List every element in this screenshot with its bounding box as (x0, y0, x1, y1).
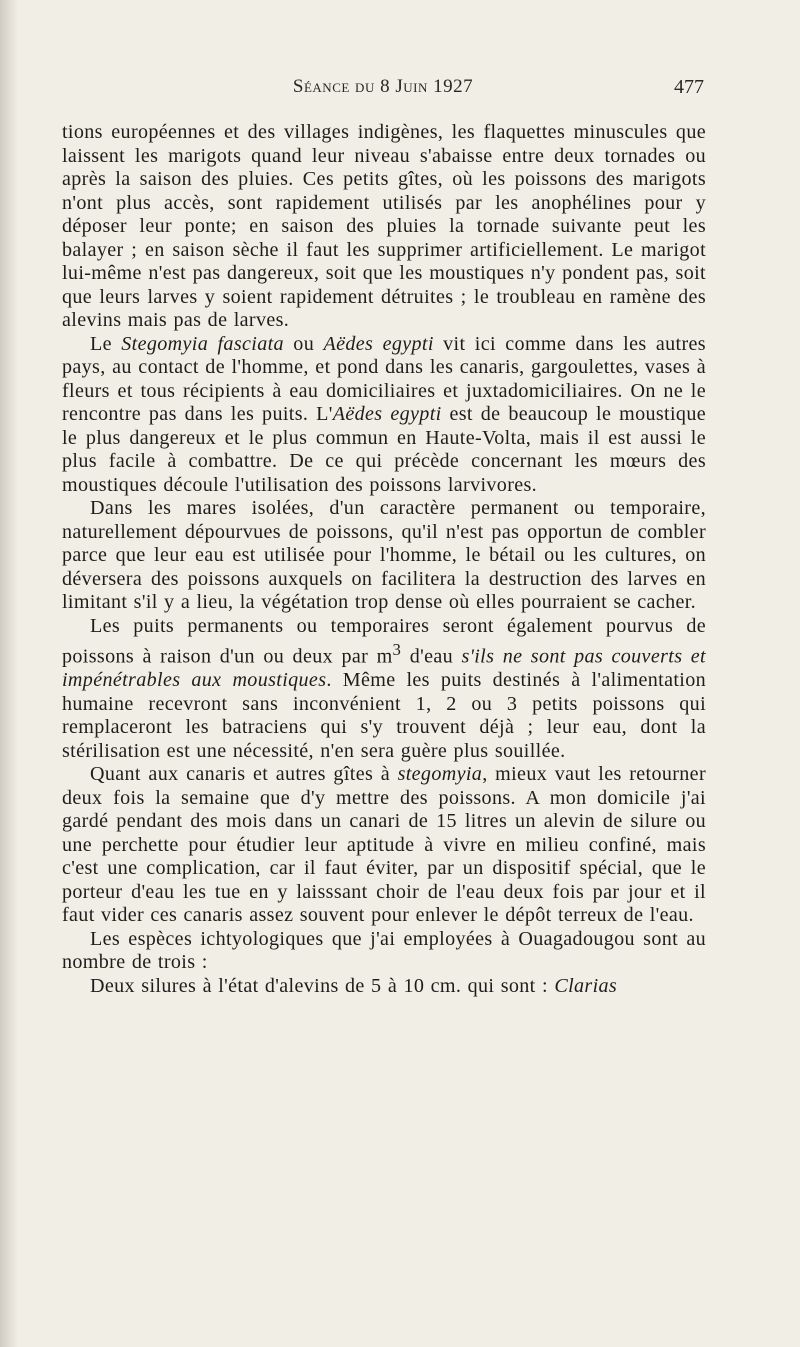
running-title: Séance du 8 Juin 1927 (292, 76, 474, 97)
p7-species: Clarias (554, 974, 618, 997)
paragraph-5 (62, 763, 706, 928)
p2-species-2: Aëdes egypti (323, 332, 434, 355)
p2-text-a: Le (90, 332, 122, 355)
p4-text-a: Les puits permanents ou temporaires seront également pourvus de poissons à raison d'un ou deux par m (62, 614, 706, 668)
paragraph-7 (62, 975, 706, 999)
p2-text-d: est de beaucoup le moustique le plus dangereux et le plus commun en Haute-Volta, mais il est aussi le plus facile à combattre. De ce qui précède concernant les mœurs des moustiques découle l'utilisation des poissons larvivores. (62, 403, 706, 496)
p5-text-b: , mieux vaut les retourner deux fois la semaine que d'y mettre des poissons. A mon domicile j'ai gardé pendant des mois dans un canari de 15 litres un alevin de silure ou une perchette pour étudier leur aptitude à vivre en milieu confiné, mais c'est une complication, car il faut éviter, par un dispositif spécial, que le porteur d'eau les tue en y laisssant choir de l'eau deux fois par jour et il faut vider ces canaris assez souvent pour enlever le dépôt terreux de l'eau. (62, 763, 706, 927)
paragraph-3: Dans les mares isolées, d'un caractère permanent ou temporaire, naturellement dépourvues de poissons, qu'il n'est pas opportun de combler parce que leur eau est utilisée pour l'homme, le bétail ou les cultures, on déversera des poissons auxquels on facilitera la destruction des larves en limitant s'il y a lieu, la végétation trop dense où elles pourraient se cacher. (62, 497, 706, 613)
p2-species-3: Aëdes egypti (332, 403, 442, 425)
page-header (62, 76, 704, 104)
paragraph-2 (62, 333, 706, 498)
p5-text-a: Quant aux canaris et autres gîtes à (90, 763, 398, 786)
p2-species-1: Stegomyia fasciata (121, 332, 284, 355)
paragraph-1: tions européennes et des villages indigènes, les flaquettes minuscules que laissent les marigots quand leur niveau s'abaisse entre deux tornades ou après la saison des pluies. Ces petits gîtes, où les poissons des marigots n'ont plus accès, sont rapidement utilisés par les anophélines pour y déposer leur ponte; en saison des pluies la tornade suivante peut les balayer ; en saison sèche il faut les supprimer artificiellement. Le marigot lui-même n'est pas dangereux, soit que les moustiques n'y pondent pas, soit que leurs larves y soient rapidement détruites ; le troubleau en ramène des alevins mais pas de larves. (62, 121, 706, 331)
p2-text-c: vit ici comme dans les autres pays, au contact de l'homme, et pond dans les canaris, gargoulettes, vases à fleurs et tous récipients à eau domiciliaires et juxtadomiciliaires. On ne le rencontre pas dans les puits. L' (62, 332, 706, 425)
p2-text-b: ou (283, 332, 324, 355)
page-edge-shadow (0, 0, 18, 1347)
paragraph-6: Les espèces ichtyologiques que j'ai employées à Ouagadougou sont au nombre de trois : (62, 927, 706, 974)
paragraph-4 (62, 615, 706, 764)
body-text (62, 121, 706, 998)
p7-text-a: Deux silures à l'état d'alevins de 5 à 10 cm. qui sont : (90, 974, 555, 997)
page-number: 477 (674, 76, 704, 98)
p4-text-b: d'eau (401, 645, 462, 668)
p4-superscript: 3 (392, 640, 402, 659)
p4-text-c: . Même les puits destinés à l'alimentation humaine recevront sans inconvénient 1, 2 ou 3 petits poissons qui remplaceront les batraciens qui s'y trouvent déjà ; leur eau, dont la stérilisation est une nécessité, n'en sera guère plus souillée. (62, 669, 706, 762)
p4-emphasis: s'ils ne sont pas couverts et impénétrables aux moustiques (62, 645, 706, 692)
p5-emphasis: stegomyia (397, 763, 483, 786)
